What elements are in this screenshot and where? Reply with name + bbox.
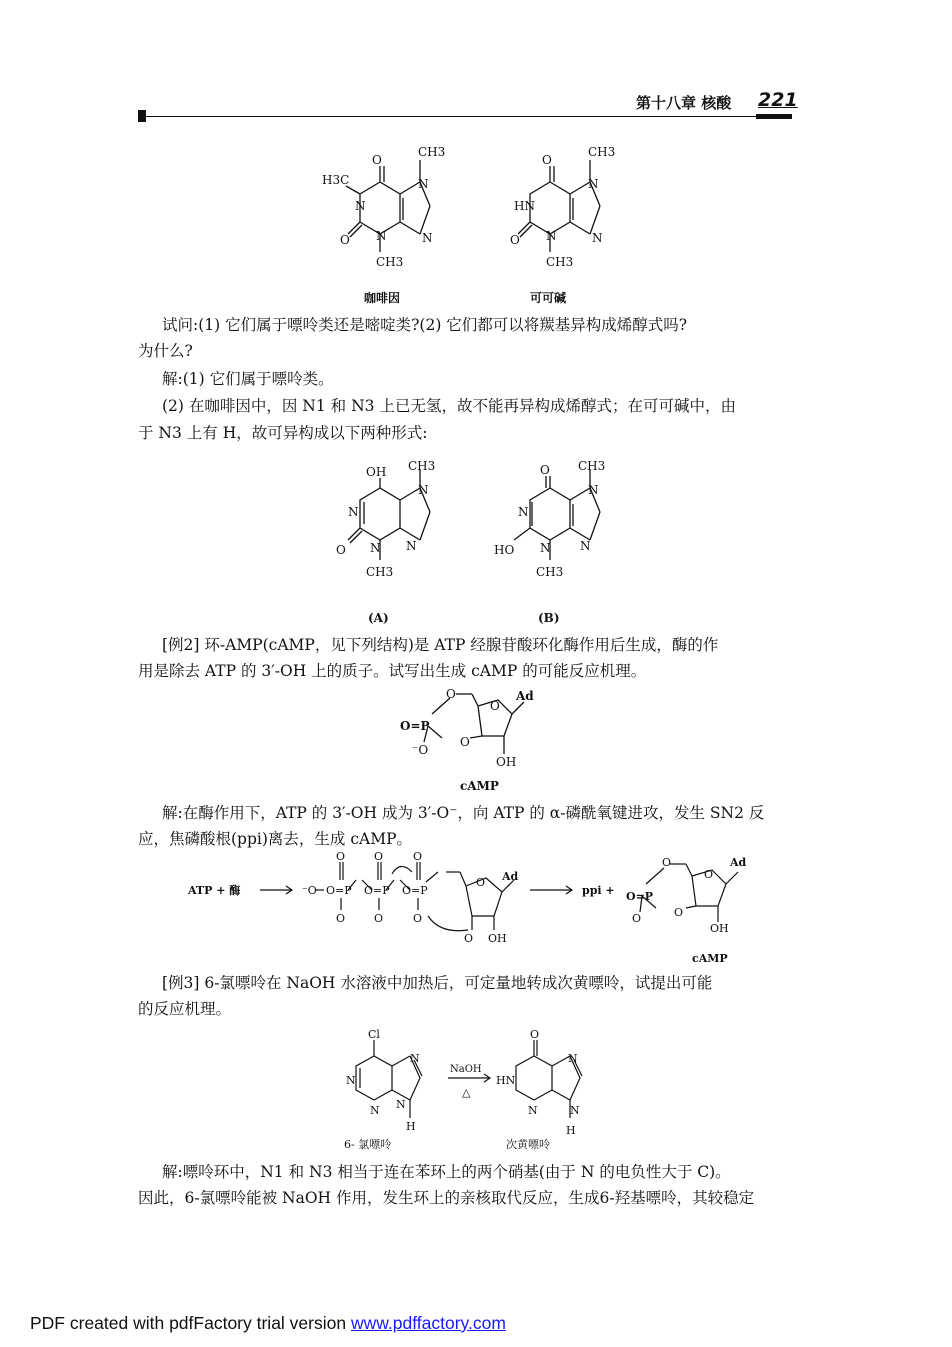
chapter-header: 第十八章 核酸 xyxy=(636,94,732,112)
header-right-mark xyxy=(756,114,792,119)
hypoxanthine-n9: N xyxy=(570,1104,580,1117)
page-number: 221 xyxy=(758,89,798,111)
chloropurine-label: 6- 氯嘌呤 xyxy=(344,1138,392,1151)
camp-oh: OH xyxy=(496,755,517,769)
mechanism-atp-enzyme: ATP + 酶 xyxy=(188,884,241,897)
mechanism-o5: O xyxy=(374,912,384,925)
answer2-line2: 应，焦磷酸根(ppi)离去，生成 cAMP。 xyxy=(138,830,412,848)
theobromine-ch3-bottom: CH3 xyxy=(546,255,574,269)
mechanism-o3: O xyxy=(413,850,423,863)
example3-line1: [例3] 6-氯嘌呤在 NaOH 水溶液中加热后，可定量地转成次黄嘌呤，试提出可能 xyxy=(162,974,713,992)
mechanism-o4: O xyxy=(336,912,346,925)
chloropurine-h: H xyxy=(406,1120,416,1133)
hypoxanthine-o: O xyxy=(530,1028,540,1041)
tautomer-b-ho: HO xyxy=(494,543,515,557)
tautomer-a-n9: N xyxy=(406,539,417,553)
reaction-reagent: NaOH xyxy=(450,1064,482,1075)
theobromine-label: 可可碱 xyxy=(530,291,567,305)
caffeine-n7: N xyxy=(418,177,429,191)
chloropurine-n1: N xyxy=(346,1074,356,1087)
figure-mechanism xyxy=(180,850,780,968)
answer1-part1: 解:(1) 它们属于嘌呤类。 xyxy=(162,370,334,388)
chloropurine-n3: N xyxy=(370,1104,380,1117)
camp-o-ring: O xyxy=(490,699,500,713)
tautomer-a-oh: OH xyxy=(366,465,387,479)
mechanism-o-ring: O xyxy=(476,876,486,889)
mechanism-o1: O xyxy=(336,850,346,863)
product-ad: Ad xyxy=(730,856,747,869)
tautomer-a-label: (A) xyxy=(368,611,389,625)
pdf-footer xyxy=(30,1313,506,1334)
tautomer-b-n7: N xyxy=(588,483,599,497)
mechanism-ad: Ad xyxy=(502,870,519,883)
camp-o-bridge: O xyxy=(460,735,470,749)
chloropurine-cl: Cl xyxy=(368,1028,380,1041)
theobromine-o-bottom: O xyxy=(510,233,520,247)
mechanism-o-minus-1: ⁻O xyxy=(302,884,317,897)
theobromine-n3: N xyxy=(546,229,557,243)
tautomer-b-o: O xyxy=(540,463,550,477)
tautomer-b-n3: N xyxy=(540,541,551,555)
product-o-top: O xyxy=(662,856,672,869)
mechanism-ppi: ppi + xyxy=(582,884,615,897)
mechanism-p3: O=P xyxy=(402,884,428,897)
tautomer-a-ch3-bottom: CH3 xyxy=(366,565,394,579)
tautomer-b-n1: N xyxy=(518,505,529,519)
hypoxanthine-n7: N xyxy=(568,1052,578,1065)
figure-camp xyxy=(390,684,550,794)
caffeine-n1: N xyxy=(355,199,366,213)
camp-o-top: O xyxy=(446,687,456,701)
hypoxanthine-h: H xyxy=(566,1124,576,1137)
question1-line1: 试问:(1) 它们属于嘌呤类还是嘧啶类?(2) 它们都可以将羰基异构成烯醇式吗? xyxy=(162,316,688,334)
camp-ad: Ad xyxy=(516,689,534,703)
hypoxanthine-hn: HN xyxy=(496,1074,516,1087)
tautomer-a-ch3-top: CH3 xyxy=(408,459,436,473)
theobromine-ch3-top: CH3 xyxy=(588,145,616,159)
product-o-ring: O xyxy=(704,868,714,881)
answer3-line2: 因此，6-氯嘌呤能被 NaOH 作用，发生环上的亲核取代反应，生成6-羟基嘌呤，其较稳定 xyxy=(138,1189,755,1207)
product-oh: OH xyxy=(710,922,729,935)
header-left-mark xyxy=(138,110,146,122)
mechanism-oh: OH xyxy=(488,932,507,945)
product-o-minus: O xyxy=(632,912,642,925)
tautomer-b-n9: N xyxy=(580,539,591,553)
footer-text: PDF created with pdfFactory trial version xyxy=(30,1313,351,1333)
question1-line2: 为什么? xyxy=(138,342,193,360)
figure-caffeine-theobromine xyxy=(300,140,640,308)
chloropurine-n9: N xyxy=(396,1098,406,1111)
tautomer-a-o: O xyxy=(336,543,346,557)
answer2-line1: 解:在酶作用下，ATP 的 3′-OH 成为 3′-O⁻，向 ATP 的 α-磷酰氧键进攻，发生 SN2 反 xyxy=(162,804,765,822)
caffeine-ch3-bottom: CH3 xyxy=(376,255,404,269)
chloropurine-n7: N xyxy=(410,1052,420,1065)
mechanism-camp-caption: cAMP xyxy=(692,952,728,965)
tautomer-b-ch3-bottom: CH3 xyxy=(536,565,564,579)
camp-p: O=P xyxy=(400,719,430,733)
caffeine-n9: N xyxy=(422,231,433,245)
mechanism-o2: O xyxy=(374,850,384,863)
answer1-part2-line2: 于 N3 上有 H，故可异构成以下两种形式: xyxy=(138,424,428,442)
product-p: O=P xyxy=(626,890,654,903)
theobromine-n7: N xyxy=(588,177,599,191)
mechanism-p2: O=P xyxy=(364,884,390,897)
theobromine-n9: N xyxy=(592,231,603,245)
example2-line2: 用是除去 ATP 的 3′-OH 上的质子。试写出生成 cAMP 的可能反应机理。 xyxy=(138,662,647,680)
camp-o-minus: ⁻O xyxy=(412,743,429,757)
footer-link[interactable]: www.pdffactory.com xyxy=(350,1313,506,1333)
header-rule xyxy=(140,116,792,117)
mechanism-p1: O=P xyxy=(326,884,352,897)
tautomer-a-n3: N xyxy=(370,541,381,555)
tautomer-b-ch3-top: CH3 xyxy=(578,459,606,473)
theobromine-hn: HN xyxy=(514,199,535,213)
tautomer-b-label: (B) xyxy=(538,611,560,625)
caffeine-ch3-top: CH3 xyxy=(418,145,446,159)
figure-tautomers xyxy=(300,458,640,630)
caffeine-label: 咖啡因 xyxy=(364,291,401,305)
mechanism-o-minus-3: O xyxy=(464,932,474,945)
caffeine-n3: N xyxy=(376,229,387,243)
reaction-condition: △ xyxy=(462,1086,471,1099)
mechanism-o6: O xyxy=(413,912,423,925)
answer3-line1: 解:嘌呤环中，N1 和 N3 相当于连在苯环上的两个硝基(由于 N 的电负性大于 C)。 xyxy=(162,1163,731,1181)
caffeine-o-bottom: O xyxy=(340,233,350,247)
example2-line1: [例2] 环-AMP(cAMP，见下列结构)是 ATP 经腺苷酸环化酶作用后生成，酶的作 xyxy=(162,636,719,654)
tautomer-a-n7: N xyxy=(418,483,429,497)
product-o-bridge: O xyxy=(674,906,684,919)
figure-chloropurine-reaction xyxy=(330,1026,630,1154)
theobromine-o-top: O xyxy=(542,153,552,167)
camp-caption: cAMP xyxy=(460,779,499,793)
caffeine-h3c: H3C xyxy=(322,173,350,187)
answer1-part2-line1: (2) 在咖啡因中，因 N1 和 N3 上已无氢，故不能再异构成烯醇式；在可可碱中，由 xyxy=(162,397,736,415)
hypoxanthine-label: 次黄嘌呤 xyxy=(506,1138,550,1151)
caffeine-o-top: O xyxy=(372,153,382,167)
hypoxanthine-n3: N xyxy=(528,1104,538,1117)
tautomer-a-n1: N xyxy=(348,505,359,519)
example3-line2: 的反应机理。 xyxy=(138,1000,232,1018)
